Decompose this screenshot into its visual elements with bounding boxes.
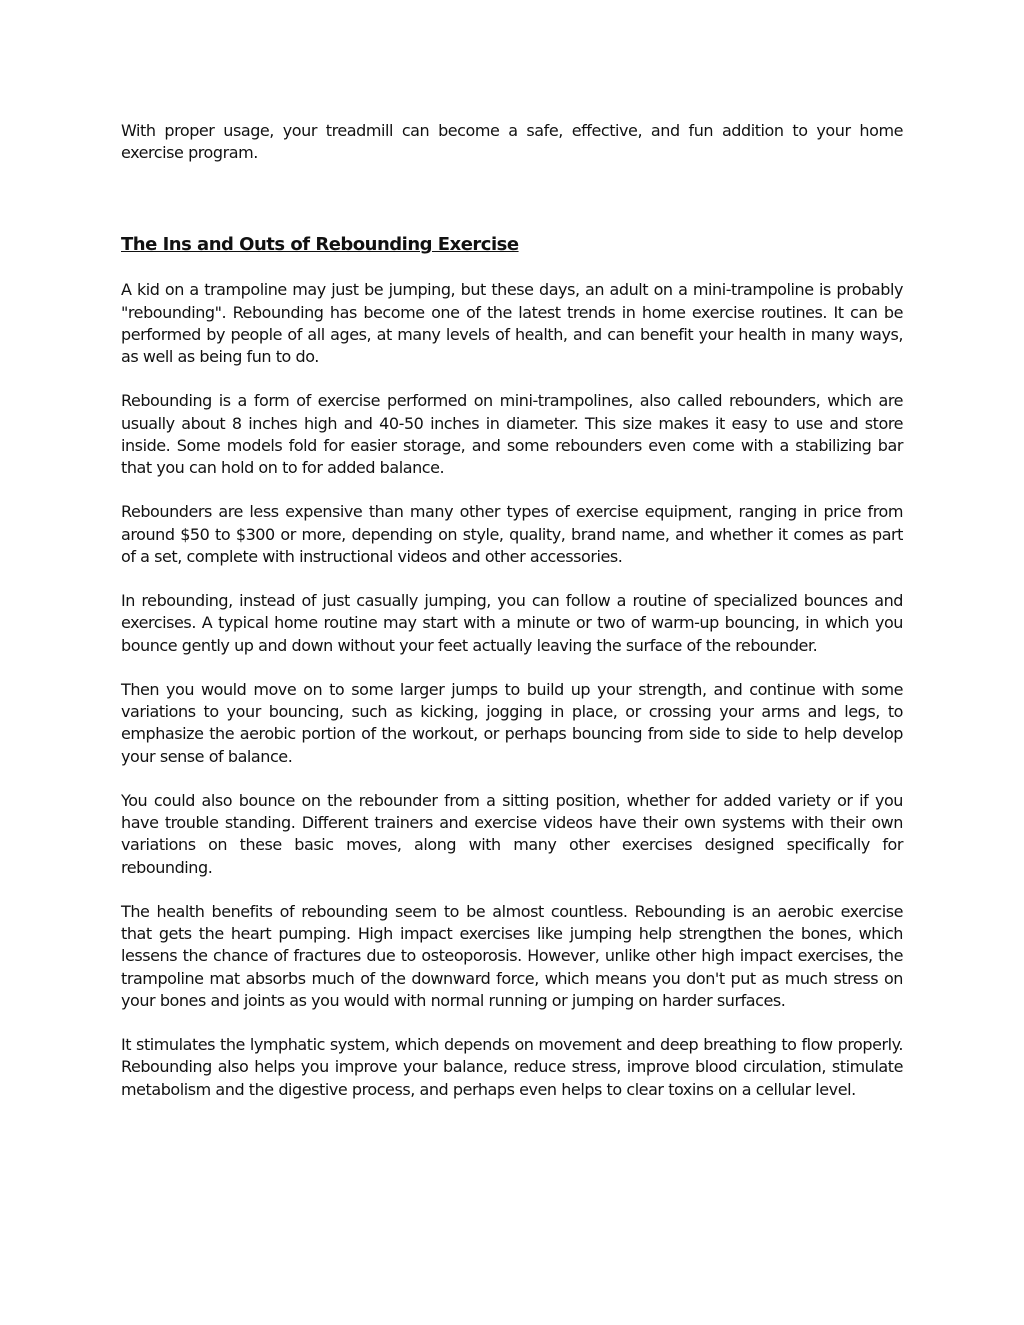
paragraph-sitting-position: You could also bounce on the rebounder from a sitting position, whether for added variety or if you have trouble standing. Different trainers and exercise videos have their own systems with their own variations on these basic moves, along with many other exercises designed specifically for rebounding. <box>121 791 903 877</box>
paragraph-health-benefits: The health benefits of rebounding seem to be almost countless. Rebounding is an aerobic exercise that gets the heart pumping. High impact exercises like jumping help strengthen the bones, which lessens the chance of fractures due to osteoporosis. However, unlike other high impact exercises, the trampoline mat absorbs much of the downward force, which means you don't put as much stress on your bones and joints as you would with normal running or jumping on harder surfaces. <box>121 902 903 1010</box>
paragraph-what-is-rebounding: Rebounding is a form of exercise performed on mini-trampolines, also called rebounders, which are usually about 8 inches high and 40-50 inches in diameter. This size makes it easy to use and store inside. Some models fold for easier storage, and some rebounders even come with a stabilizing bar that you can hold on to for added balance. <box>121 391 903 478</box>
paragraph-kid-on-trampoline: A kid on a trampoline may just be jumping, but these days, an adult on a mini-trampoline is probably "rebounding". Rebounding has become one of the latest trends in home exercise routines. It can be performed by people of all ages, at many levels of health, and can benefit your health in many ways, as well as being fun to do. <box>121 280 903 367</box>
paragraph-lymphatic-system: It stimulates the lymphatic system, which depends on movement and deep breathing to flow properly. Rebounding also helps you improve your balance, reduce stress, improve blood circulation, stimulate metabolism and the digestive process, and perhaps even helps to clear toxins on a cellular level. <box>121 1035 903 1099</box>
paragraph-larger-jumps: Then you would move on to some larger jumps to build up your strength, and continue with some variations to your bouncing, such as kicking, jogging in place, or crossing your arms and legs, to emphasize the aerobic portion of the workout, or perhaps bouncing from side to side to help develop your sense of balance. <box>121 680 903 766</box>
section-heading: The Ins and Outs of Rebounding Exercise <box>121 234 519 256</box>
document-page <box>121 120 903 1123</box>
paragraph-rebounder-price: Rebounders are less expensive than many other types of exercise equipment, ranging in price from around $50 to $300 or more, depending on style, quality, brand name, and whether it comes as part of a set, complete with instructional videos and other accessories. <box>121 502 903 566</box>
paragraph-routine: In rebounding, instead of just casually jumping, you can follow a routine of specialized bounces and exercises. A typical home routine may start with a minute or two of warm-up bouncing, in which you bounce gently up and down without your feet actually leaving the surface of the rebounder. <box>121 591 903 655</box>
intro-paragraph: With proper usage, your treadmill can become a safe, effective, and fun addition to your home exercise program. <box>121 121 903 163</box>
